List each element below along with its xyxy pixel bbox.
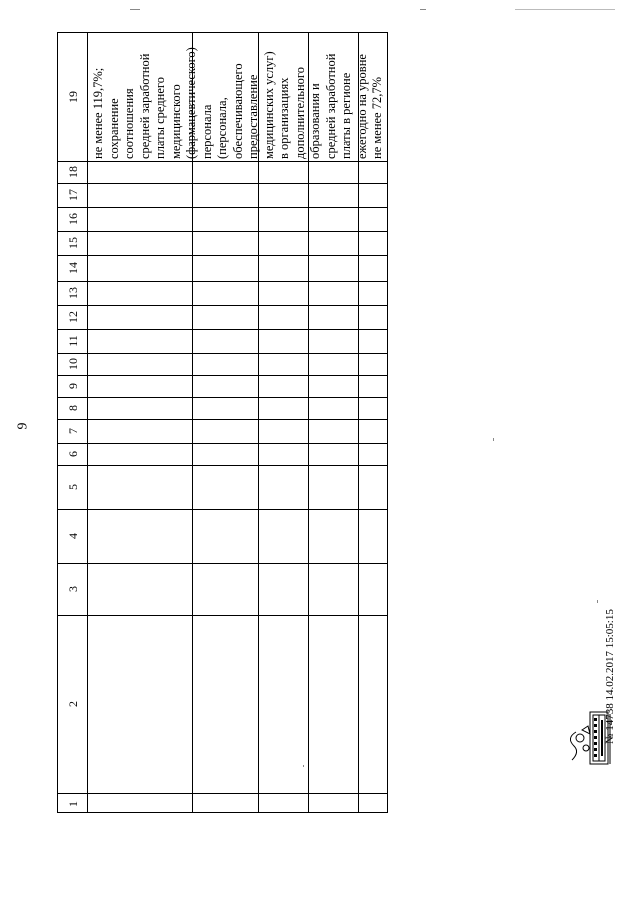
column-number-label: 16 bbox=[65, 213, 80, 225]
column-number-label: 9 bbox=[65, 383, 80, 389]
column-number-label: 14 bbox=[65, 262, 80, 274]
col19-text-line: медицинского bbox=[168, 84, 183, 159]
table-row-separator bbox=[58, 329, 387, 330]
col19-text-line: дополнительного bbox=[292, 67, 307, 159]
column-number-header bbox=[58, 509, 87, 563]
header-separator bbox=[87, 33, 88, 812]
col19-text-line: (персонала, bbox=[215, 97, 229, 159]
col19-text-line: не менее 72,7% bbox=[370, 76, 384, 159]
column-number-header bbox=[58, 161, 87, 183]
column-number-header bbox=[58, 281, 87, 305]
column-number-header bbox=[58, 465, 87, 509]
column-number-header bbox=[58, 419, 87, 443]
col19-text-line: средней заработной bbox=[137, 53, 152, 159]
column-number-header bbox=[58, 207, 87, 231]
table-row-separator bbox=[58, 305, 387, 306]
table-row-separator bbox=[58, 615, 387, 616]
table-row-separator bbox=[58, 419, 387, 420]
column-number-header bbox=[58, 397, 87, 419]
table-row-separator bbox=[58, 465, 387, 466]
table-row-separator bbox=[58, 563, 387, 564]
column-number-label: 12 bbox=[65, 311, 80, 323]
table-row-separator bbox=[58, 231, 387, 232]
column-number-label: 10 bbox=[65, 358, 80, 370]
table-row-separator bbox=[58, 397, 387, 398]
table-row-separator bbox=[58, 375, 387, 376]
col19-text-line: предоставление bbox=[246, 74, 260, 159]
table-row-separator bbox=[58, 509, 387, 510]
column-number-header bbox=[58, 615, 87, 793]
column-number-label: 17 bbox=[65, 189, 80, 201]
scan-noise bbox=[130, 9, 140, 10]
col19-text-line: обеспечивающего bbox=[230, 63, 245, 159]
col19-text-line: образования и bbox=[308, 83, 322, 159]
column-number-label: 19 bbox=[65, 91, 80, 103]
column-number-label: 7 bbox=[65, 428, 80, 434]
col19-text-line: платы в регионе bbox=[339, 72, 353, 159]
data-table bbox=[57, 32, 388, 813]
column-number-header bbox=[58, 353, 87, 375]
column-number-label: 4 bbox=[65, 533, 80, 539]
scan-noise bbox=[515, 9, 615, 10]
scan-noise bbox=[420, 9, 426, 10]
column-number-label: 2 bbox=[65, 701, 80, 707]
column-number-label: 15 bbox=[65, 237, 80, 249]
column-number-header bbox=[58, 33, 87, 161]
table-row-separator bbox=[58, 255, 387, 256]
table-row-separator bbox=[58, 207, 387, 208]
column-number-header bbox=[58, 255, 87, 281]
col19-text-line: персонала bbox=[199, 104, 214, 159]
column-number-label: 5 bbox=[65, 484, 80, 490]
column-number-header bbox=[58, 329, 87, 353]
col19-text-line: средней заработной bbox=[323, 53, 338, 159]
col19-text-line: (фармацевтического) bbox=[184, 47, 198, 159]
column-number-label: 1 bbox=[65, 800, 80, 807]
scan-noise bbox=[303, 765, 304, 767]
table-row-separator bbox=[58, 793, 387, 794]
column-number-header bbox=[58, 305, 87, 329]
column-number-header bbox=[58, 231, 87, 255]
column-number-header bbox=[58, 183, 87, 207]
column-number-label: 8 bbox=[65, 405, 80, 411]
col19-text-line: не менее 119,7%; bbox=[91, 67, 105, 159]
column-number-label: 11 bbox=[65, 335, 80, 347]
col19-text-line: сохранение bbox=[106, 98, 121, 159]
col19-cell-text bbox=[91, 35, 387, 159]
table-row-separator bbox=[58, 281, 387, 282]
table-row-separator bbox=[58, 353, 387, 354]
scan-noise bbox=[493, 438, 494, 441]
col19-text-line: соотношения bbox=[122, 88, 136, 159]
column-number-header bbox=[58, 375, 87, 397]
column-number-label: 3 bbox=[65, 586, 80, 592]
scan-noise bbox=[597, 600, 598, 603]
column-number-label: 18 bbox=[65, 166, 80, 178]
col19-text-line: медицинских услуг) bbox=[261, 51, 276, 159]
column-number-label: 13 bbox=[65, 287, 80, 299]
col19-text-line: ежегодно на уровне bbox=[354, 54, 369, 159]
stamp-registration-text: № 14738 14.02.2017 15:05:15 bbox=[604, 609, 616, 744]
page-number: 9 bbox=[15, 422, 31, 430]
col19-text-line: платы среднего bbox=[153, 77, 167, 159]
table-row-separator bbox=[58, 161, 387, 162]
column-number-header bbox=[58, 563, 87, 615]
table-row-separator bbox=[58, 443, 387, 444]
table-row-separator bbox=[58, 183, 387, 184]
column-number-label: 6 bbox=[65, 451, 80, 457]
col19-text-line: в организациях bbox=[277, 77, 291, 159]
column-number-header bbox=[58, 793, 87, 814]
column-number-header bbox=[58, 443, 87, 465]
